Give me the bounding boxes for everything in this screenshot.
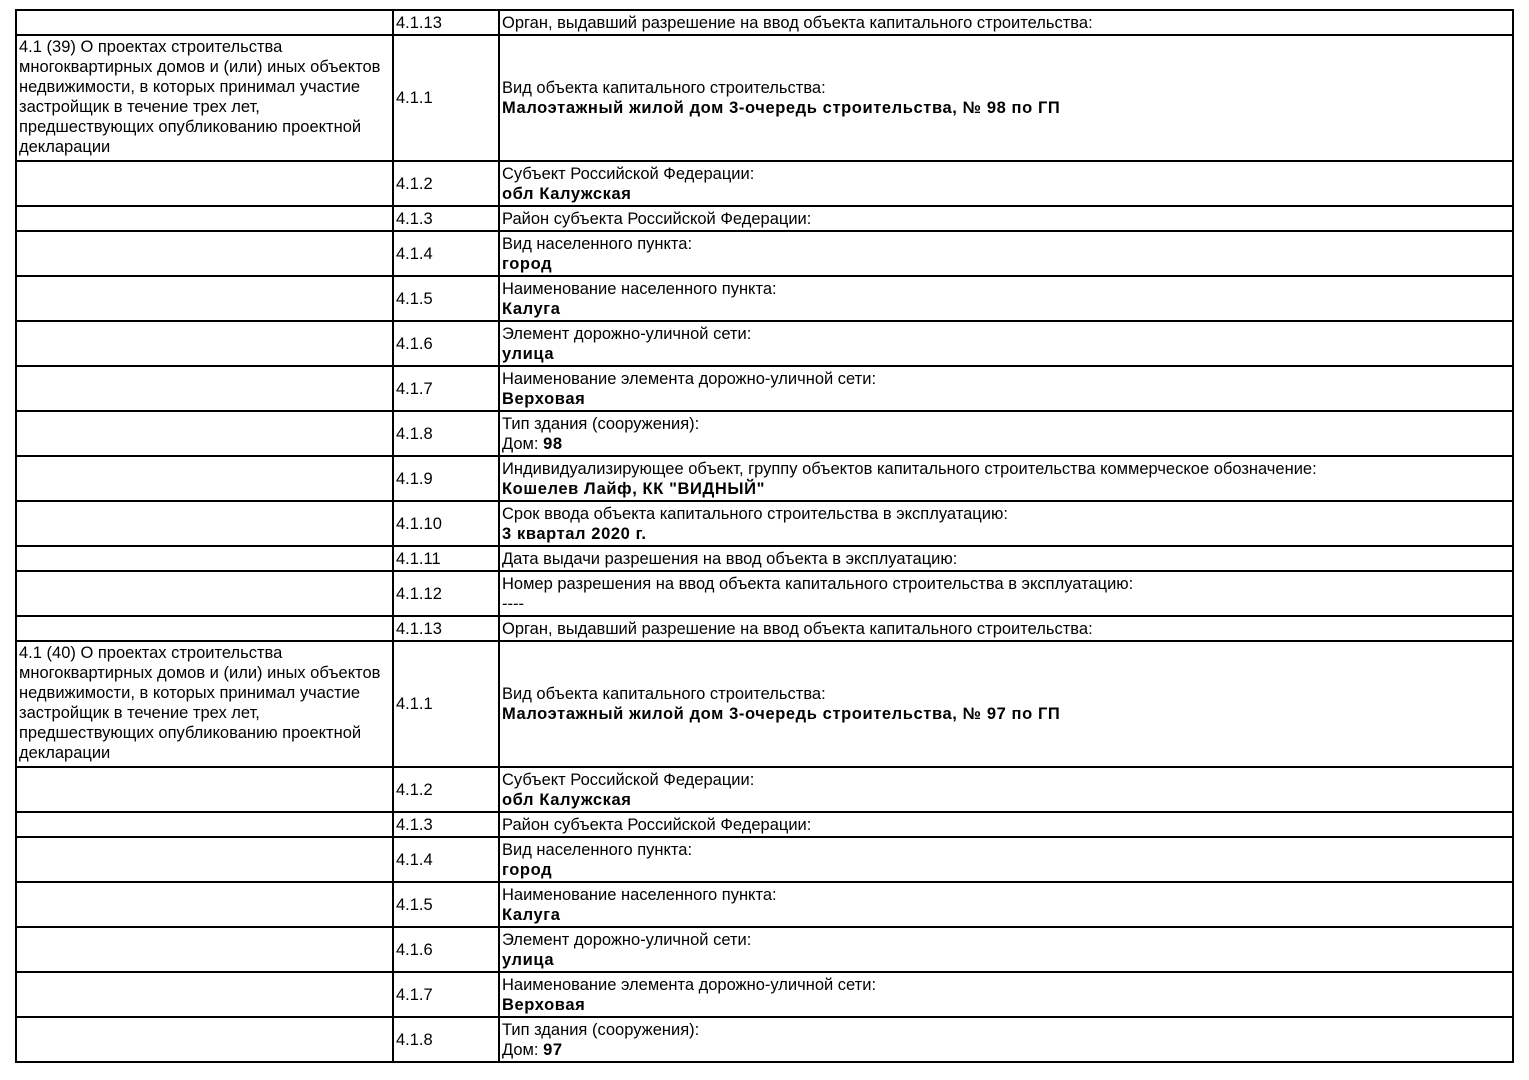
item-label: Район субъекта Российской Федерации: <box>502 209 812 228</box>
item-value-line <box>502 299 1510 319</box>
item-label: Срок ввода объекта капитального строительства в эксплуатацию: <box>502 504 1008 523</box>
item-content <box>499 206 1513 231</box>
section-title <box>16 972 393 1017</box>
item-value-line <box>502 184 1510 204</box>
item-value: город <box>502 860 553 879</box>
item-label: Субъект Российской Федерации: <box>502 164 755 183</box>
table-row <box>16 882 1513 927</box>
table-row <box>16 231 1513 276</box>
item-code: 4.1.10 <box>393 501 499 546</box>
item-code: 4.1.13 <box>393 616 499 641</box>
section-title <box>16 411 393 456</box>
section-title <box>16 276 393 321</box>
item-label: Орган, выдавший разрешение на ввод объекта капитального строительства: <box>502 13 1093 32</box>
item-content <box>499 571 1513 616</box>
item-content <box>499 767 1513 812</box>
item-value: обл Калужская <box>502 184 632 203</box>
table-row <box>16 35 1513 161</box>
table-row <box>16 546 1513 571</box>
item-content <box>499 616 1513 641</box>
table-row <box>16 411 1513 456</box>
item-label: Тип здания (сооружения): <box>502 1020 700 1039</box>
item-label: Наименование населенного пункта: <box>502 279 777 298</box>
value-prefix: Дом: <box>502 1040 544 1059</box>
item-label: Дата выдачи разрешения на ввод объекта в эксплуатацию: <box>502 549 958 568</box>
item-value: 98 <box>543 434 563 453</box>
item-code: 4.1.8 <box>393 1017 499 1062</box>
table-row <box>16 837 1513 882</box>
item-content <box>499 501 1513 546</box>
table-row <box>16 641 1513 767</box>
item-code: 4.1.4 <box>393 231 499 276</box>
item-content <box>499 812 1513 837</box>
table-row <box>16 276 1513 321</box>
item-code: 4.1.1 <box>393 35 499 161</box>
section-title <box>16 321 393 366</box>
table-row <box>16 571 1513 616</box>
section-title <box>16 882 393 927</box>
section-title <box>16 837 393 882</box>
item-label: Субъект Российской Федерации: <box>502 770 755 789</box>
item-value-line <box>502 479 1510 499</box>
item-code: 4.1.7 <box>393 972 499 1017</box>
item-content <box>499 411 1513 456</box>
table-row <box>16 10 1513 35</box>
project-declaration-table <box>15 9 1514 1063</box>
item-content <box>499 1017 1513 1062</box>
item-value: Калуга <box>502 299 561 318</box>
item-content <box>499 10 1513 35</box>
table-row <box>16 161 1513 206</box>
value-plain: ---- <box>502 594 524 613</box>
item-label: Элемент дорожно-уличной сети: <box>502 324 752 343</box>
item-value: 97 <box>543 1040 563 1059</box>
item-code: 4.1.3 <box>393 206 499 231</box>
item-value: город <box>502 254 553 273</box>
section-title <box>16 546 393 571</box>
section-title <box>16 231 393 276</box>
item-code: 4.1.5 <box>393 276 499 321</box>
section-title <box>16 366 393 411</box>
section-title <box>16 616 393 641</box>
item-value: Верховая <box>502 389 586 408</box>
item-value: Малоэтажный жилой дом 3-очередь строительства, № 98 по ГП <box>502 99 1061 117</box>
table-row <box>16 616 1513 641</box>
item-content <box>499 321 1513 366</box>
section-title: 4.1 (40) О проектах строительства многоквартирных домов и (или) иных объектов недвижимости, в которых принимал участие застройщик в течение трех лет, предшествующих опубликованию проектной декларации <box>16 641 393 767</box>
item-content <box>499 231 1513 276</box>
item-label: Номер разрешения на ввод объекта капитального строительства в эксплуатацию: <box>502 574 1134 593</box>
item-label: Вид населенного пункта: <box>502 840 693 859</box>
item-label: Наименование населенного пункта: <box>502 885 777 904</box>
section-title <box>16 1017 393 1062</box>
item-value-line <box>502 790 1510 810</box>
item-value-line <box>502 254 1510 274</box>
item-value-line <box>502 995 1510 1015</box>
section-title <box>16 161 393 206</box>
item-label: Вид объекта капитального строительства: <box>502 79 826 97</box>
item-value-line <box>502 434 1510 454</box>
item-label: Наименование элемента дорожно-уличной сети: <box>502 975 877 994</box>
item-value: улица <box>502 950 555 969</box>
item-code: 4.1.9 <box>393 456 499 501</box>
value-prefix: Дом: <box>502 434 544 453</box>
section-title <box>16 456 393 501</box>
table-row <box>16 501 1513 546</box>
item-code: 4.1.11 <box>393 546 499 571</box>
table-row <box>16 366 1513 411</box>
item-code: 4.1.6 <box>393 927 499 972</box>
item-content <box>499 972 1513 1017</box>
item-code: 4.1.5 <box>393 882 499 927</box>
item-value-line <box>502 1040 1510 1060</box>
table-row <box>16 767 1513 812</box>
item-value-line <box>502 704 1510 724</box>
item-value: 3 квартал 2020 г. <box>502 524 647 543</box>
section-title <box>16 571 393 616</box>
item-value: Верховая <box>502 995 586 1014</box>
table-row <box>16 927 1513 972</box>
table-row <box>16 812 1513 837</box>
item-label: Вид объекта капитального строительства: <box>502 685 826 703</box>
section-title <box>16 10 393 35</box>
item-code: 4.1.2 <box>393 767 499 812</box>
item-label: Вид населенного пункта: <box>502 234 693 253</box>
item-label: Район субъекта Российской Федерации: <box>502 815 812 834</box>
item-code: 4.1.12 <box>393 571 499 616</box>
item-value-line <box>502 98 1510 118</box>
item-value: Калуга <box>502 905 561 924</box>
item-content <box>499 35 1513 161</box>
item-code: 4.1.1 <box>393 641 499 767</box>
section-title <box>16 812 393 837</box>
item-content <box>499 546 1513 571</box>
item-content <box>499 276 1513 321</box>
item-label: Индивидуализирующее объект, группу объектов капитального строительства коммерческое обозначение: <box>502 459 1317 478</box>
item-content <box>499 161 1513 206</box>
item-content <box>499 837 1513 882</box>
item-value-line <box>502 389 1510 409</box>
item-content <box>499 927 1513 972</box>
item-code: 4.1.4 <box>393 837 499 882</box>
table-row <box>16 321 1513 366</box>
item-label: Орган, выдавший разрешение на ввод объекта капитального строительства: <box>502 619 1093 638</box>
table-row <box>16 972 1513 1017</box>
item-code: 4.1.3 <box>393 812 499 837</box>
item-code: 4.1.6 <box>393 321 499 366</box>
item-code: 4.1.8 <box>393 411 499 456</box>
item-value: обл Калужская <box>502 790 632 809</box>
item-value-line <box>502 524 1510 544</box>
item-value-line <box>502 860 1510 880</box>
item-content <box>499 456 1513 501</box>
item-content <box>499 641 1513 767</box>
section-title <box>16 927 393 972</box>
table-row <box>16 456 1513 501</box>
item-value: улица <box>502 344 555 363</box>
section-title <box>16 501 393 546</box>
item-code: 4.1.2 <box>393 161 499 206</box>
item-content <box>499 366 1513 411</box>
item-label: Тип здания (сооружения): <box>502 414 700 433</box>
item-value-line <box>502 905 1510 925</box>
item-code: 4.1.7 <box>393 366 499 411</box>
section-title <box>16 767 393 812</box>
item-label: Наименование элемента дорожно-уличной сети: <box>502 369 877 388</box>
item-content <box>499 882 1513 927</box>
item-value: Малоэтажный жилой дом 3-очередь строительства, № 97 по ГП <box>502 705 1061 723</box>
item-value-line <box>502 950 1510 970</box>
item-value: Кошелев Лайф, КК "ВИДНЫЙ" <box>502 479 765 498</box>
item-label: Элемент дорожно-уличной сети: <box>502 930 752 949</box>
item-value-line <box>502 344 1510 364</box>
section-title: 4.1 (39) О проектах строительства многоквартирных домов и (или) иных объектов недвижимости, в которых принимал участие застройщик в течение трех лет, предшествующих опубликованию проектной декларации <box>16 35 393 161</box>
item-value-line <box>502 594 1510 614</box>
table-row <box>16 206 1513 231</box>
table-row <box>16 1017 1513 1062</box>
section-title <box>16 206 393 231</box>
item-code: 4.1.13 <box>393 10 499 35</box>
table-body <box>16 10 1513 1062</box>
